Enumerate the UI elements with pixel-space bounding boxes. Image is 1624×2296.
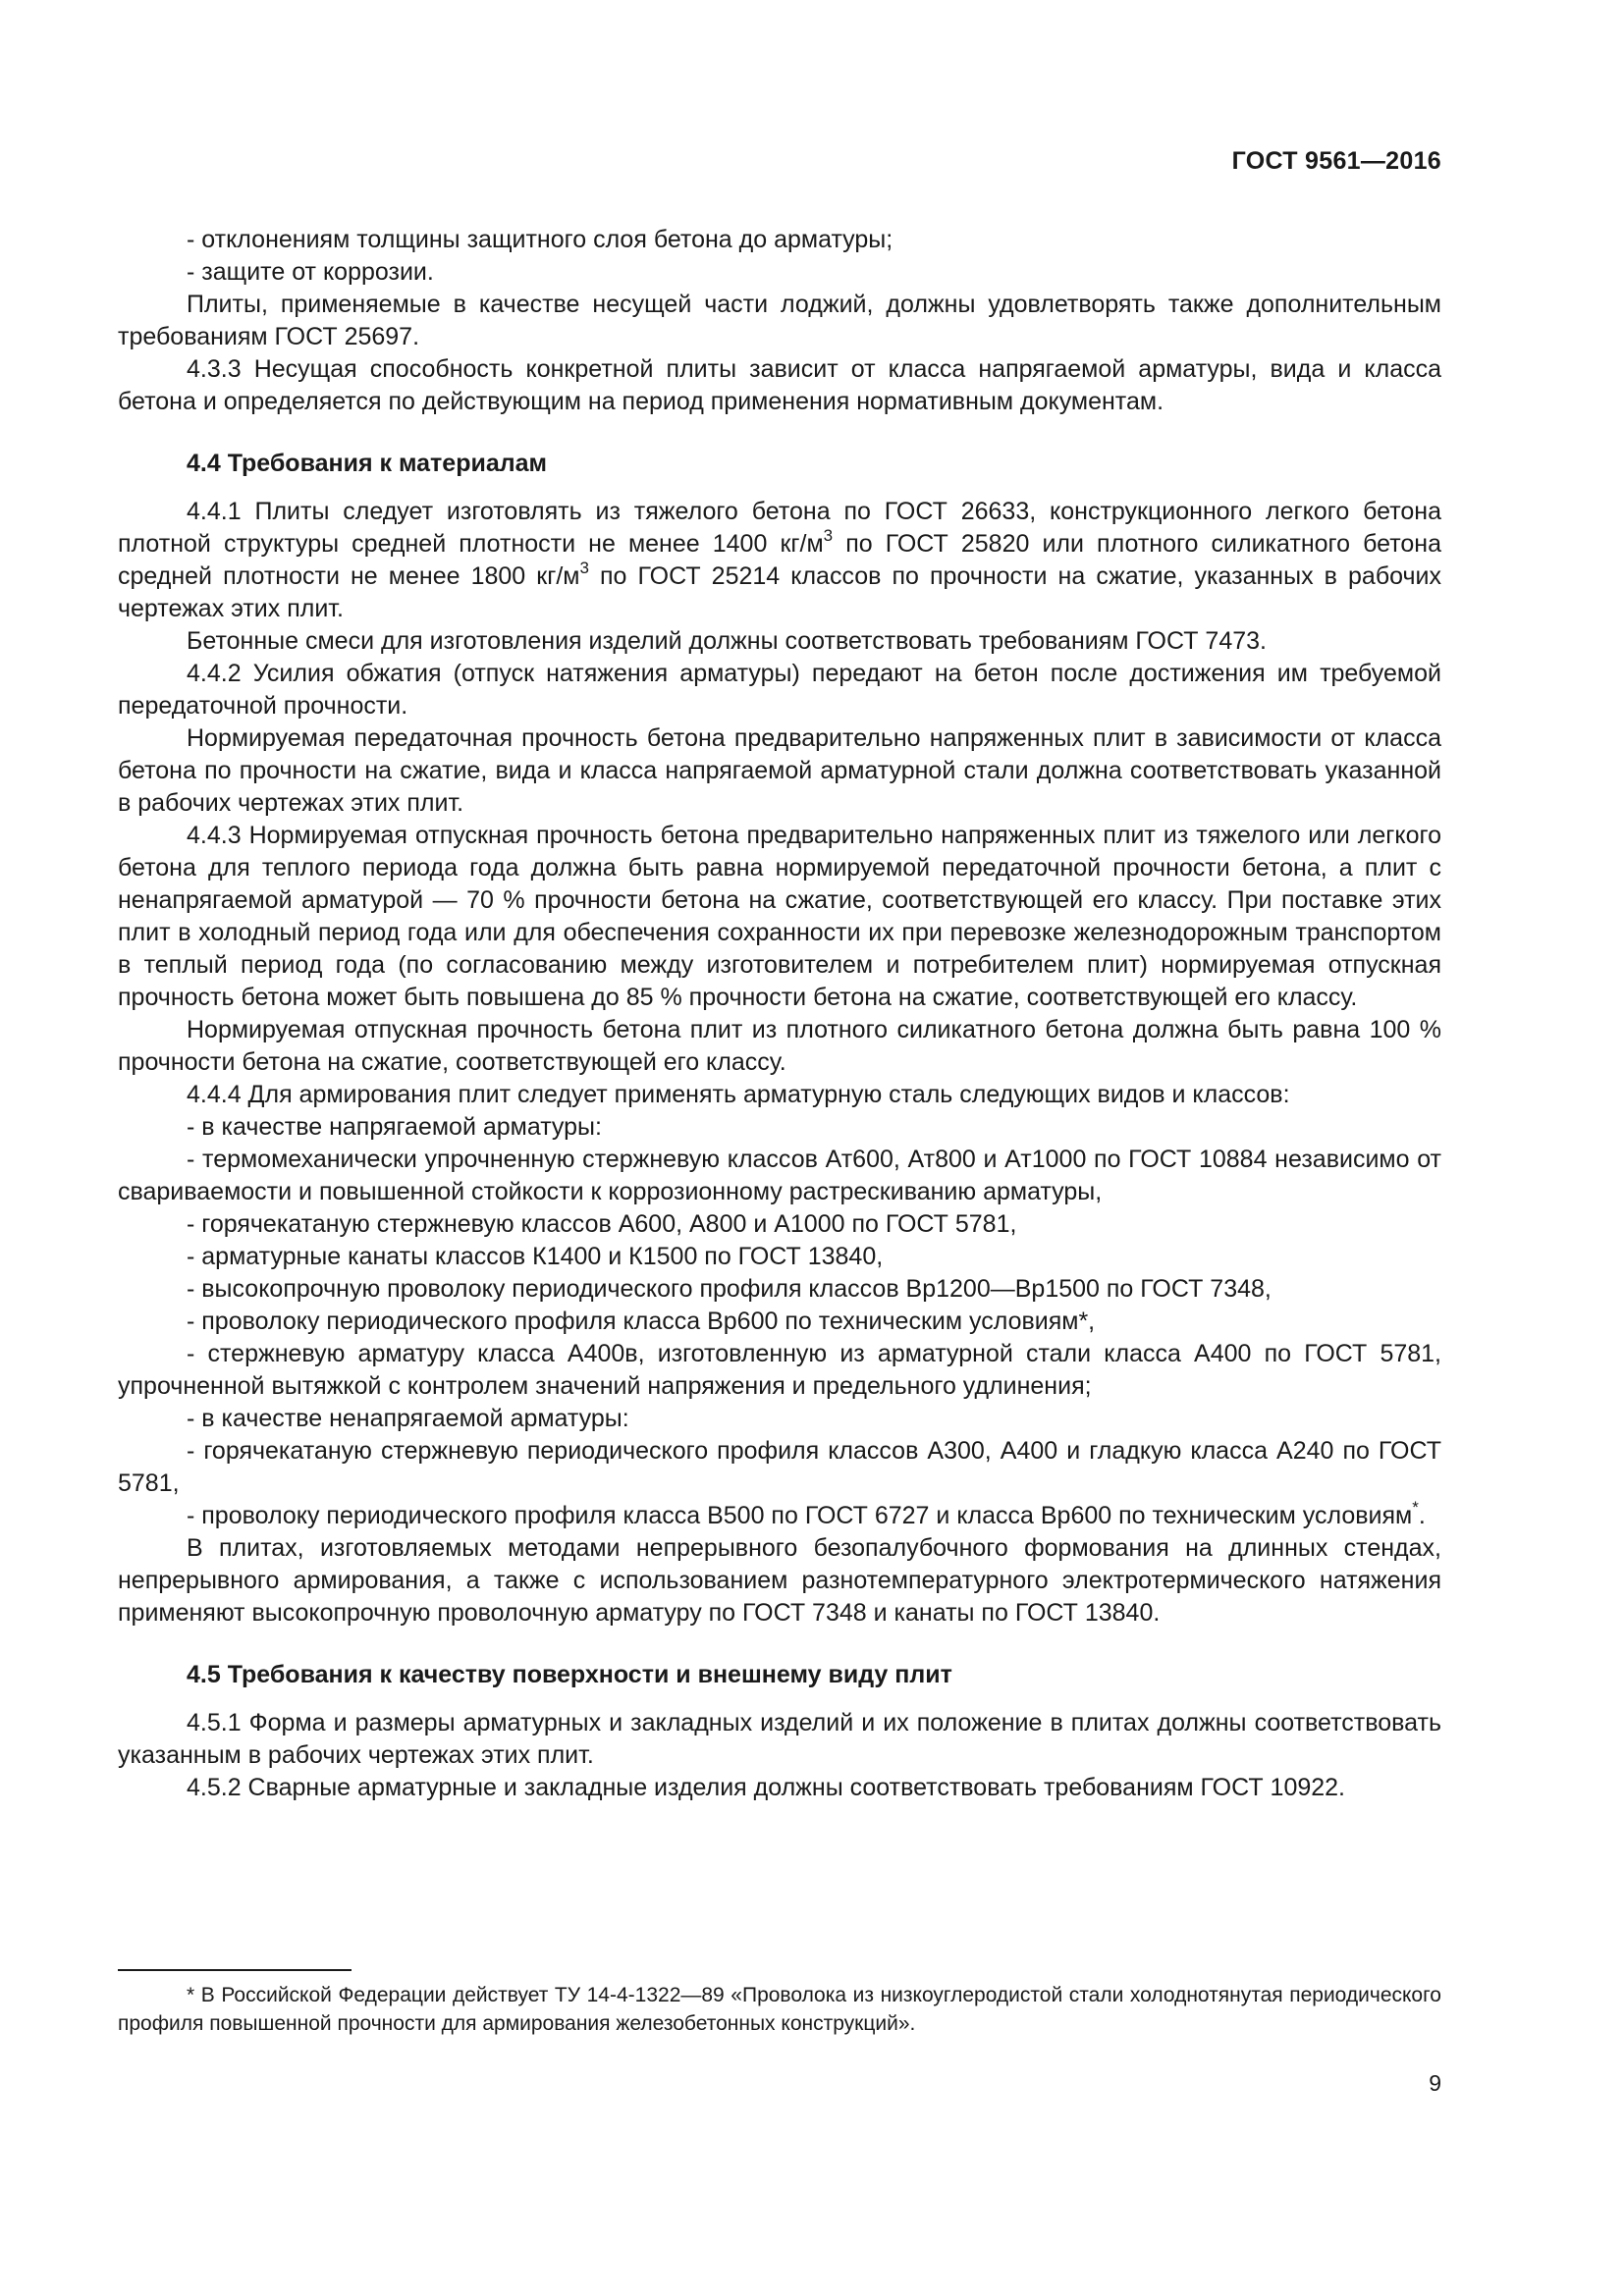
paragraph: - термомеханически упрочненную стержневую классов Ат600, Ат800 и Ат1000 по ГОСТ 10884 независимо от свариваемости и повышенной стойкости к коррозионному растрескиванию арматуры, xyxy=(118,1146,1441,1205)
paragraph: 4.4.3 Нормируемая отпускная прочность бетона предварительно напряженных плит из тяжелого или легкого бетона для теплого периода года должна быть равна нормируемой передаточной прочности бетона, а плит с ненапрягаемой арматурой — 70 % прочности бетона на сжатие, соответствующей его классу. При поставке этих плит в холодный период года или для обеспечения сохранности их при перевозке железнодорожным транспортом в теплый период года (по согласованию между изготовителем и потребителем плит) нормируемая отпускная прочность бетона может быть повышена до 85 % прочности бетона на сжатие, соответствующей его классу. xyxy=(118,822,1441,1011)
paragraph xyxy=(118,496,1441,625)
paragraph: 4.4.2 Усилия обжатия (отпуск натяжения арматуры) передают на бетон после достижения им требуемой передаточной прочности. xyxy=(118,660,1441,720)
paragraph: 4.5.2 Сварные арматурные и закладные изделия должны соответствовать требованиям ГОСТ 10922. xyxy=(187,1774,1346,1801)
text-run: по ГОСТ 25820 или плотного силикатного бетона средней плотности не менее 1800 кг/м xyxy=(118,530,1441,590)
paragraph: - горячекатаную стержневую периодического профиля классов А300, А400 и гладкую класса А240 по ГОСТ 5781, xyxy=(118,1437,1441,1497)
superscript: * xyxy=(1412,1497,1419,1517)
section-heading: 4.5 Требования к качеству поверхности и внешнему виду плит xyxy=(187,1661,952,1688)
superscript: 3 xyxy=(823,525,834,545)
paragraph xyxy=(118,1497,1441,1532)
text-run: - проволоку периодического профиля класса В500 по ГОСТ 6727 и класса Вр600 по техническим условиям xyxy=(187,1502,1413,1529)
text-run: по ГОСТ 25214 классов по прочности на сжатие, указанных в рабочих чертежах этих плит. xyxy=(118,562,1441,622)
text-run: . xyxy=(1418,1502,1426,1529)
paragraph: - защите от коррозии. xyxy=(187,258,434,286)
paragraph: В плитах, изготовляемых методами непрерывного безопалубочного формования на длинных стендах, непрерывного армирования, а также с использованием разнотемпературного электротермического натяжения применяют высокопрочную проволочную арматуру по ГОСТ 7348 и канаты по ГОСТ 13840. xyxy=(118,1534,1441,1627)
paragraph: Плиты, применяемые в качестве несущей части лоджий, должны удовлетворять также дополнительным требованиям ГОСТ 25697. xyxy=(118,291,1441,350)
paragraph: 4.3.3 Несущая способность конкретной плиты зависит от класса напрягаемой арматуры, вида и класса бетона и определяется по действующим на период применения нормативным документам. xyxy=(118,355,1441,415)
paragraph: - стержневую арматуру класса А400в, изготовленную из арматурной стали класса А400 по ГОСТ 5781, упрочненной вытяжкой с контролем значений напряжения и предельного удлинения; xyxy=(118,1340,1441,1400)
footnote-text: * В Российской Федерации действует ТУ 14-4-1322—89 «Проволока из низкоуглеродистой стали холоднотянутая периодического профиля повышенной прочности для армирования железобетонных конструкций». xyxy=(118,1984,1441,2035)
footnote-divider xyxy=(118,1969,352,1971)
footnote xyxy=(118,1981,1441,2038)
paragraph: Нормируемая отпускная прочность бетона плит из плотного силикатного бетона должна быть равна 100 % прочности бетона на сжатие, соответствующей его классу. xyxy=(118,1016,1441,1076)
paragraph: 4.4.4 Для армирования плит следует применять арматурную сталь следующих видов и классов: xyxy=(187,1081,1290,1108)
paragraph: Бетонные смеси для изготовления изделий должны соответствовать требованиям ГОСТ 7473. xyxy=(187,627,1267,655)
paragraph: - отклонениям толщины защитного слоя бетона до арматуры; xyxy=(187,226,893,253)
section-heading: 4.4 Требования к материалам xyxy=(187,450,548,477)
superscript: 3 xyxy=(579,558,589,577)
paragraph: 4.5.1 Форма и размеры арматурных и закладных изделий и их положение в плитах должны соответствовать указанным в рабочих чертежах этих плит. xyxy=(118,1709,1441,1769)
paragraph: - высокопрочную проволоку периодического профиля классов Вр1200—Вр1500 по ГОСТ 7348, xyxy=(187,1275,1272,1303)
document-id-header: ГОСТ 9561—2016 xyxy=(1231,147,1441,175)
paragraph: - проволоку периодического профиля класса Вр600 по техническим условиям*, xyxy=(187,1308,1096,1335)
paragraph: - горячекатаную стержневую классов А600, А800 и А1000 по ГОСТ 5781, xyxy=(187,1210,1017,1238)
document-body xyxy=(118,224,1441,1804)
page-number: 9 xyxy=(1429,2070,1441,2096)
paragraph: Нормируемая передаточная прочность бетона предварительно напряженных плит в зависимости от класса бетона по прочности на сжатие, вида и класса напрягаемой арматурной стали должна соответствовать указанной в рабочих чертежах этих плит. xyxy=(118,724,1441,817)
paragraph: - в качестве ненапрягаемой арматуры: xyxy=(187,1405,629,1432)
text-run: 4.4.1 Плиты следует изготовлять из тяжелого бетона по ГОСТ 26633, конструкционного легкого бетона плотной структуры средней плотности не менее 1400 кг/м xyxy=(118,498,1441,558)
paragraph: - арматурные канаты классов К1400 и К1500 по ГОСТ 13840, xyxy=(187,1243,884,1270)
paragraph: - в качестве напрягаемой арматуры: xyxy=(187,1113,602,1141)
